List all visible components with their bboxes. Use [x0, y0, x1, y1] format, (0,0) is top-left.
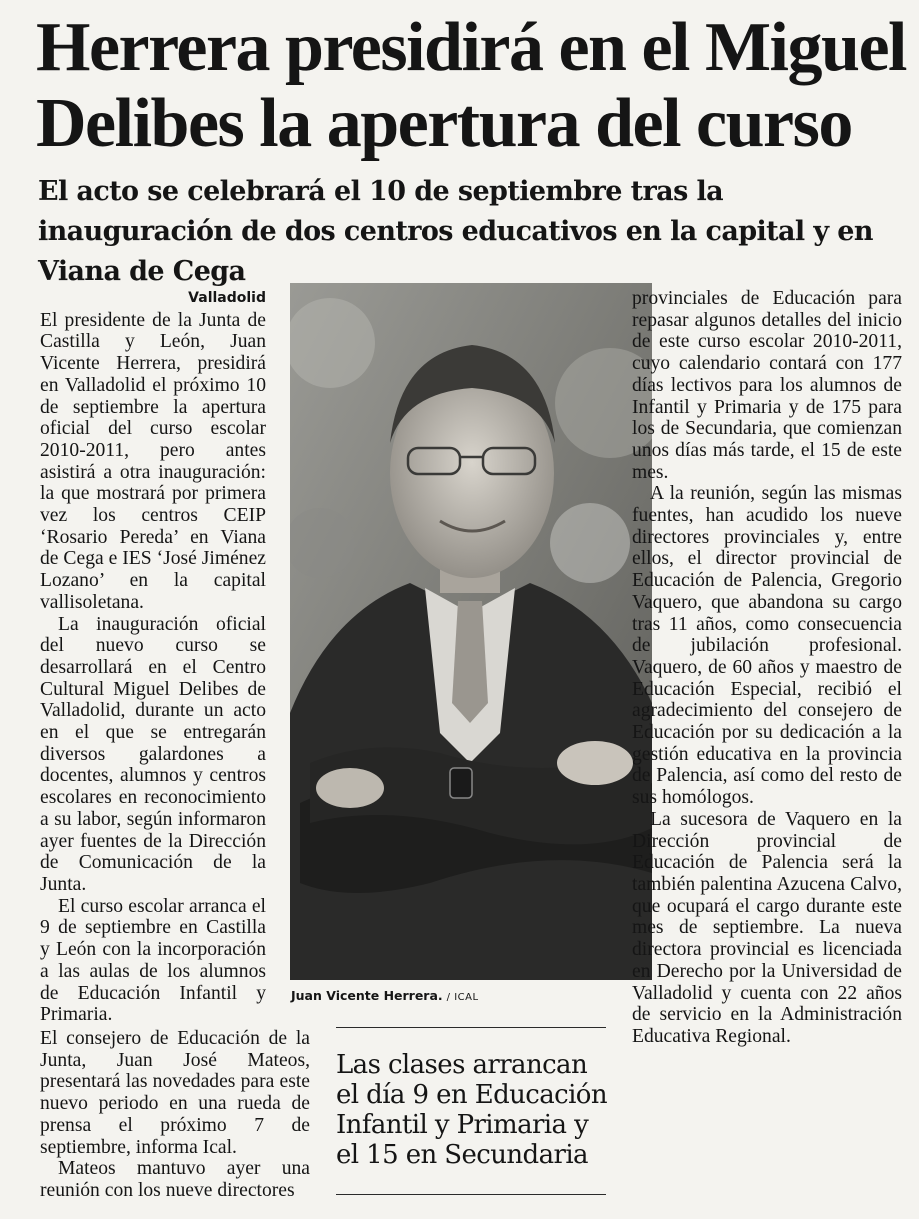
- subheadline: El acto se celebrará el 10 de septiembre tras la inauguración de dos centros educativos en la capital y en Viana de Cega: [38, 176, 873, 287]
- paragraph: El curso escolar arranca el 9 de septiembre en Castilla y León con la incorporación a las aulas de los alumnos de Educación Infantil y Primaria.: [40, 895, 266, 1026]
- photo-caption: [291, 988, 651, 1003]
- caption-name: Juan Vicente Herrera.: [291, 988, 443, 1003]
- caption-credit: / ICAL: [446, 992, 479, 1003]
- pullquote-top-rule: [336, 1027, 606, 1028]
- paragraph: La sucesora de Vaquero en la Dirección provincial de Educación de Palencia será la también palentina Azucena Calvo, que ocupará el cargo durante este mes de septiembre. La nueva directora provincial es licenciada en Derecho por la Universidad de Valladolid y cuenta con 22 años de servicio en la Administración Educativa Regional.: [632, 808, 902, 1047]
- byline-location: Valladolid: [188, 290, 266, 306]
- paragraph: El consejero de Educación de la Junta, Juan José Mateos, presentará las novedades para este nuevo periodo en una rueda de prensa el próximo 7 de septiembre, informa Ical.: [40, 1028, 310, 1158]
- article-photo: [290, 283, 652, 980]
- paragraph: A la reunión, según las mismas fuentes, han acudido los nueve directores provinciales y, entre ellos, el director provincial de Educación de Palencia, Gregorio Vaquero, que abandona su cargo tras 11 años, como consecuencia de jubilación profesional. Vaquero, de 60 años y maestro de Educación Especial, recibió el agradecimiento del consejero de Educación por su dedicación a la gestión educativa en la provincia de Palencia, así como del resto de sus homólogos.: [632, 483, 902, 809]
- article-column-3: [632, 288, 902, 1048]
- paragraph: provinciales de Educación para repasar algunos detalles del inicio de este curso escolar 2010-2011, cuyo calendario contará con 177 días lectivos para los alumnos de Infantil y Primaria y de 175 para los de Secundaria, que comienzan unos días más tarde, el 15 de este mes.: [632, 288, 902, 483]
- pullquote: Las clases arrancan el día 9 en Educación Infantil y Primaria y el 15 en Secundaria: [336, 1050, 608, 1170]
- paragraph: La inauguración oficial del nuevo curso se desarrollará en el Centro Cultural Miguel Delibes de Valladolid, durante un acto en el que se entregarán diversos galardones a docentes, alumnos y centros escolares en reconocimiento a su labor, según informaron ayer fuentes de la Dirección de Comunicación de la Junta.: [40, 613, 266, 895]
- article-column-1-continued: [40, 1028, 310, 1202]
- pullquote-bottom-rule: [336, 1194, 606, 1195]
- article-column-1: [40, 288, 266, 1026]
- headline: Herrera presidirá en el Miguel Delibes la apertura del curso: [36, 9, 906, 162]
- paragraph: Mateos mantuvo ayer una reunión con los nueve directores: [40, 1158, 310, 1201]
- portrait-illustration: [290, 283, 652, 980]
- paragraph: El presidente de la Junta de Castilla y León, Juan Vicente Herrera, presidirá en Valladolid el próximo 10 de septiembre la apertura oficial del curso escolar 2010-2011, pero antes asistirá a otra inauguración: la que mostrará por primera vez los centros CEIP ‘Rosario Pereda’ en Viana de Cega e IES ‘José Jiménez Lozano’ en la capital vallisoletana.: [40, 309, 266, 613]
